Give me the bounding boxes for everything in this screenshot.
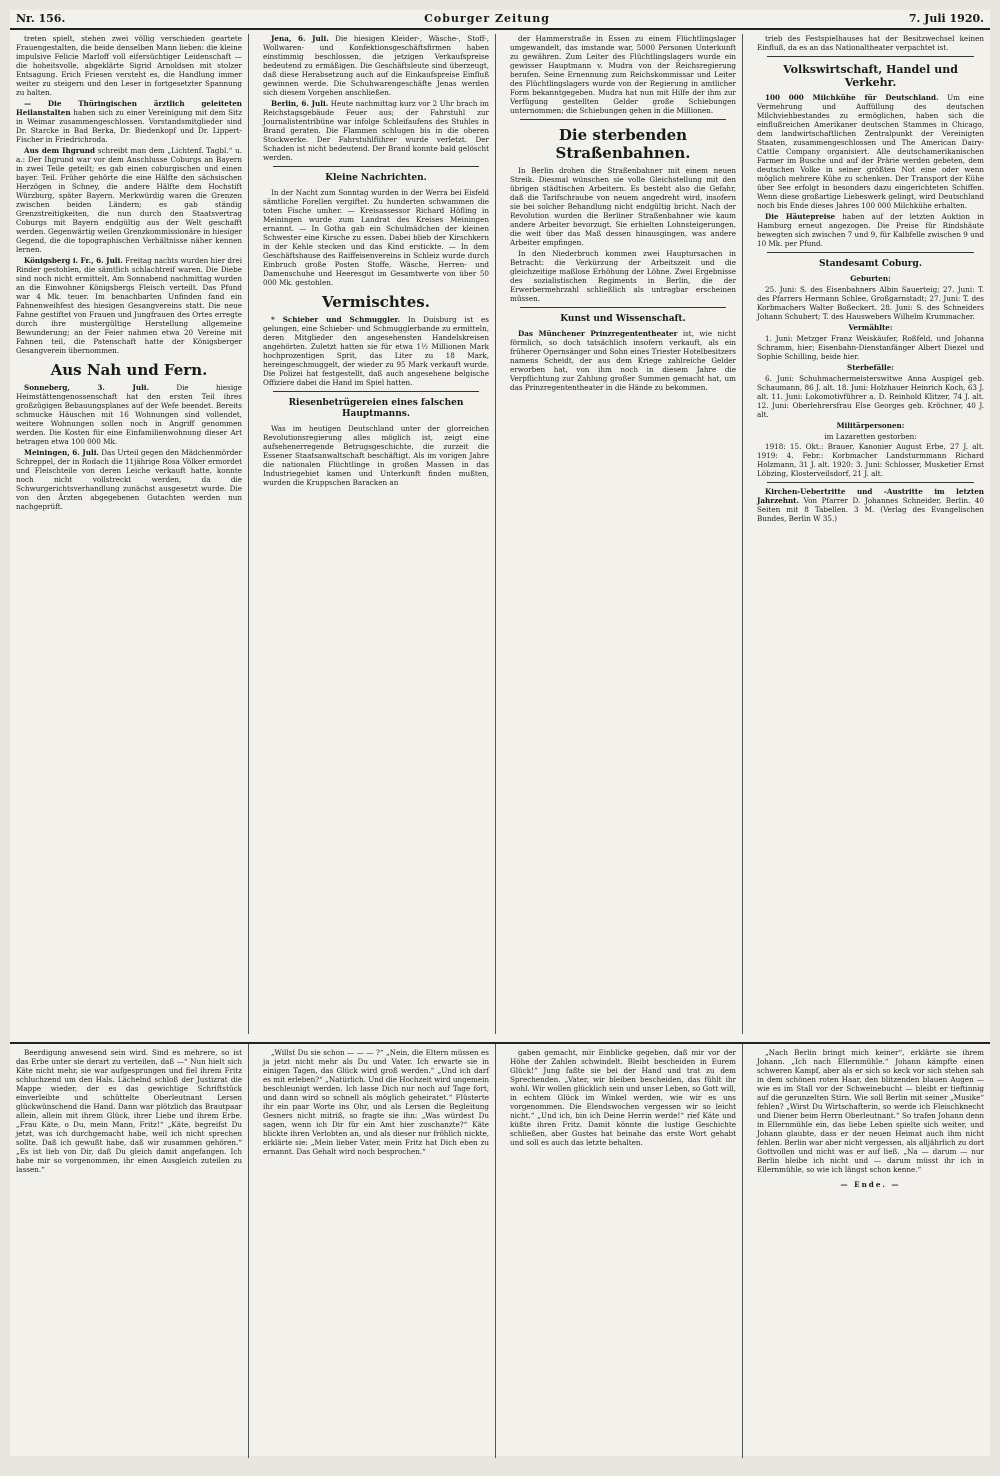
article-text: Was im heutigen Deutschland unter der glorreichen Revolutionsregierung alles möglich ist, zeigt eine aufsehenerregende Betrugsgeschichte, die zurzeit die Essener Staatsanwaltschaft beschäftigt. Als im vorigen Jahre die nationalen Flüchtlinge in großen Massen in das Industriegebiet kamen und Unterkunft finden mußten, wurden die Kruppschen Baracken an bbox=[263, 424, 489, 487]
divider bbox=[273, 391, 479, 392]
article-body: Die hiesigen Kleider-, Wäsche-, Stoff-, Wollwaren- und Konfektionsgeschäftsfirmen haben einstimmig beschlossen, die jetzigen Verkaufspreise bedeutend zu ermäßigen. Die Geschäftsleute sind überzeugt, daß diese Herabsetzung auch auf die Einkaufspreise Einfluß gewinnen werde. Die Schuhwarengeschäfte Jenas werden sich diesem Vorgehen anschließen. bbox=[263, 34, 489, 97]
article-lead: Königsberg i. Fr., 6. Juli. bbox=[24, 256, 123, 265]
registry-text: 6. Juni: Schuhmachermeisterswitwe Anna Auspigel geb. Schaumann, 86 J. alt. 18. Juni: Holzhauer Heinrich Koch, 63 J. alt. 11. Juni: Lokomotivführer a. D. Reinhold Klitzer, 74 J. alt. 12. Juni: Oberlehrersfrau Else Georges geb. Kröchner, 40 J. alt. bbox=[757, 374, 984, 419]
divider bbox=[520, 119, 726, 120]
article-text bbox=[757, 487, 984, 523]
article-text: trieb des Festspielhauses hat der Besitzwechsel keinen Einfluß, da es an das Nationaltheater verpachtet ist. bbox=[757, 34, 984, 52]
article-lead: Sonneberg, 3. Juli. bbox=[24, 383, 150, 392]
column-2 bbox=[257, 34, 496, 1034]
article-text: In der Nacht zum Sonntag wurden in der Werra bei Eisfeld sämtliche Forellen vergiftet. Zu hunderten schwammen die toten Fische umher. — Kreisassessor Richard Höfling in Meiningen wurde zum Landrat des Kreises Meiningen ernannt. — In Gotha gab ein Schulmädchen der kleinen Schwester eine Kirsche zu essen. Dabei blieb der Kirschkern in der Kehle stecken und das Kind erstickte. — In dem Geschäftshause des Raiffeisenvereins in Schleiz wurde durch Einbruch große Posten Stoffe, Wäsche, Herren- und Damenschuhe und Heeresgut im Gesamtwerte von über 50 000 Mk. gestohlen. bbox=[263, 188, 489, 287]
article-body: haben sich zu einer Vereinigung mit dem Sitz in Weimar zusammengeschlossen. Vorstandsmitglieder sind Dr. Starcke in Bad Berka, Dr. Biedenkopf und Dr. Lippert-Fischer in Friedrichroda. bbox=[16, 108, 242, 144]
subsection-heading: Militärpersonen: bbox=[836, 421, 905, 430]
article-text bbox=[757, 93, 984, 210]
article-text: In Berlin drohen die Straßenbahner mit einem neuen Streik. Diesmal wünschen sie volle Gleichstellung mit den übrigen städtischen Arbeitern. Es besteht also die Gefahr, daß die Tarifschraube von neuem angedreht wird, insofern sie bei solcher Behandlung nicht endgültig bricht. Nach der Revolution wurden die Berliner Straßenbahner wie kaum andere Arbeiter bevorzugt. Sie erhielten Lohnsteigerungen, die weit über das Maß dessen hinausgingen, was andere Arbeiter empfingen. bbox=[510, 166, 736, 247]
subsection-heading: Vermählte: bbox=[848, 323, 893, 332]
story-text: „Willst Du sie schon — — — ?“ „Nein, die Eltern müssen es ja jetzt nicht mehr als Du und Vater. Ich erwarte sie in einigen Tagen, das Glück wird groß werden.“ „Und ich darf es mit erleben?“ „Natürlich. Und die Hochzeit wird ungemein beschleunigt werden. Ich lasse Dich nur noch auf Tage fort, und dann wird so schnell als möglich geheiratet.“ Flüsterte ihr ein paar Worte ins Ohr, und als Lersen die Begleitung Gesners nicht mitriß, so fragte sie ihn: „Was würdest Du sagen, wenn ich Dir für ein Amt hier zuschanzte?“ Käte blickte ihren Verlobten an, und als dieser nur fröhlich nickte, erklärte sie: „Mein lieber Vater, mein Fritz hat Dich eben zu ernannt. Das Gehalt wird noch besprochen.“ bbox=[263, 1048, 489, 1156]
article-lead: Berlin, 6. Juli. bbox=[271, 99, 329, 108]
article-text bbox=[16, 99, 242, 144]
article-text: der Hammerstraße in Essen zu einem Flüchtlingslager umgewandelt, das imstande war, 5000 Personen Unterkunft zu gewähren. Zum Leiter des Flüchtlingslagers wurde ein gewisser Hauptmann v. Mudra von der Reichsregierung berufen. Seine Ernennung zum Reichskommissar und Leiter des Flüchtlingslagers wurde von der Regierung in amtlicher Form bekanntgegeben. Mudra hat nun mit Hilfe der ihm zur Verfügung gestellten Gelder große Schiebungen unternommen; die Schiebungen gehen in die Millionen. bbox=[510, 34, 736, 115]
serial-story bbox=[10, 1042, 990, 1458]
newspaper-page bbox=[10, 10, 990, 1456]
article-text: treten spielt, stehen zwei völlig verschieden geartete Frauengestalten, die beide denselben Mann lieben: die kleine impulsive Felicie Marloff voll eifersüchtiger Leidenschaft — die hoheitsvolle, abgeklärte Sigrid Arnoldsen mit stolzer Entsagung. Erich Friesen versteht es, die Handlung immer weiter zu steigern und den Leser in fortgesetzter Spannung zu halten. bbox=[16, 34, 242, 97]
article-text bbox=[16, 256, 242, 355]
news-columns bbox=[10, 34, 990, 1034]
article-body: schreibt man dem „Lichtenf. Tagbl.“ u. a.: Der Ihgrund war vor dem Anschlusse Coburgs an Bayern in zwei Teile geteilt; es gab einen coburgischen und einen bayer. Teil. Früher gehörte die eine Hälfte den sächsischen Herzögen in Schney, die andere Hälfte dem Hochstift Würzburg, später Bayern. Merkwürdig waren die Grenzen zwischen beiden Ländern; es gab ständig Grenzstreitigkeiten, die nun durch den Staatsvertrag Coburgs mit Bayern endgültig aus der Welt geschafft werden. Gegenwärtig weilen Grenzkommissionäre in hiesiger Gegend, die die topographischen Verhältnisse näher kennen lernen. bbox=[16, 146, 242, 254]
issue-number: Nr. 156. bbox=[16, 12, 66, 25]
subsection-heading: Sterbefälle: bbox=[847, 363, 894, 372]
article-text bbox=[16, 146, 242, 254]
section-heading: Kleine Nachrichten. bbox=[325, 173, 427, 183]
article-text bbox=[263, 315, 489, 387]
article-body: Die hiesige Heimstättengenossenschaft hat den ersten Teil ihres großzügigen Bebauungsplanes auf der Wefe beendet. Bereits schmucke Häuschen mit 16 Wohnungen sind vollendet, weitere Wohnungen sollen noch in Angriff genommen werden. Die Kosten für eine Einfamilienwohnung dieser Art betragen etwa 100 000 Mk. bbox=[16, 383, 242, 446]
registry-text: 25. Juni: S. des Eisenbahners Albin Sauerteig; 27. Juni: T. des Pfarrers Hermann Schlee, Großgarnstadt; 27. Juni: T. des Korbmachers Walter Boßeckert. 28. Juni: S. des Schneiders Johann Schubert; T. des Hauswebers Wilhelm Krummacher. bbox=[757, 285, 984, 321]
article-body: Von Pfarrer D. Johannes Schneider, Berlin. 40 Seiten mit 8 Tabellen. 3 M. (Verlag des Evangelischen Bundes, Berlin W 35.) bbox=[757, 496, 984, 523]
article-body: Freitag nachts wurden hier drei Rinder gestohlen, die sämtlich schlachtreif waren. Die Diebe sind noch nicht ermittelt. Am Sonnabend nachmittag wurden an die Einwohner Königsbergs Fleisch verteilt. Das Pfund war 4 Mk. teuer. Im benachbarten Unfinden fand ein Fahnenweihfest des hiesigen Gesangvereins statt. Die neue Fahne gestiftet von Frauen und Jungfrauen des Ortes erregte durch ihre mustergültige Herstellung allgemeine Bewunderung; an der Feier nahmen etwa 20 Vereine mit Fahnen teil, die Patenschaft hatte der Königsberger Gesangverein übernommen. bbox=[16, 256, 243, 355]
story-text: „Nach Berlin bringt mich keiner“, erklärte sie ihrem Johann. „Ich nach Ellernmühle.“ Johann kämpfte einen schweren Kampf, aber als er sich so keck vor sich stehen sah in dem schönen roten Haar, den blitzenden blauen Augen — wie es im Stall vor der Schweinebucht — bleibt er tieftinnig auf die gerunzelten Stirn. Wie soll Berlin mit seiner „Musike“ fehlen? „Wirst Du Wirtschafterin, so werde ich Fleischknecht und Diener beim Herrn Oberleutnant.“ So trafen Johann denn in Ellernmühle ein, das liebe Leben spielte sich weiter, und Johann glaubte, dass er der neuen Heimat auch ihm nicht fehlen. Berlin war aber nicht vergessen, als alljährlich zu dort Gottvollen und nicht was er auf ließ. „Na — darum — nur Berlin bleibe ich nicht und — darum müsst ihr ich in Ellernmühle, so wie ich längst schon kenne.“ bbox=[757, 1048, 984, 1174]
registry-text: 1. Juni: Metzger Franz Weiskäufer, Roßfeld, und Johanna Schramm, hier; Eisenbahn-Dienstanfänger Albert Diezel und Sophie Schilling, beide hier. bbox=[757, 334, 984, 361]
divider bbox=[767, 482, 974, 483]
article-lead: Jena, 6. Juli. bbox=[271, 34, 329, 43]
article-lead: * Schieber und Schmuggler. bbox=[271, 315, 401, 324]
story-text: Beerdigung anwesend sein wird. Sind es mehrere, so ist das Erbe unter sie derart zu verteilen, daß —“ Nun hielt sich Käte nicht mehr, sie war aufgesprungen und fiel ihrem Fritz schluchzend um den Hals. Lächelnd schloß der Justizrat die Mappe wieder, der es das gewichtige Schriftstück einverleibte und schüttelte Oberleutnant Lersen glückwünschend die Hand. Dann war plötzlich das Brautpaar allein, allein mit ihrem Glück, ihrer Liebe und ihrem Erbe. „Frau Käte, o Du, mein Mann, Fritz!“ „Käte, begreifst Du jetzt, was ich durchgemacht habe, weil ich nicht sprechen sollte. Daß ich gewußt habe, daß wir zusammen gehören.“ „Es ist lieb von Dir, daß Du gleich damit angefangen. Ich habe mir so vorgenommen, ihr einen Ausgleich zuteilen zu lassen.“ bbox=[16, 1048, 242, 1174]
article-lead: Meiningen, 6. Juli. bbox=[24, 448, 99, 457]
article-lead: 100 000 Milchkühe für Deutschland. bbox=[765, 93, 939, 102]
story-end: — Ende. — bbox=[840, 1180, 901, 1189]
article-body: Heute nachmittag kurz vor 2 Uhr brach im Reichstagsgebäude Feuer aus; der Fahrstuhl zur Journalistentribüne war infolge Schleifaufens des Stuhles in Brand geraten. Die Flammen schlugen bis in die oberen Stockwerke. Der Fahrstuhlführer wurde verletzt. Der Schaden ist nicht bedeutend. Der Brand konnte bald gelöscht werden. bbox=[263, 99, 489, 162]
article-text bbox=[16, 448, 242, 511]
subsection-heading: im Lazaretten gestorben: bbox=[824, 432, 917, 441]
article-text bbox=[510, 329, 736, 392]
article-body: In Duisburg ist es gelungen, eine Schieber- und Schmugglerbande zu ermitteln, deren Mitglieder den angesehensten Handelskreisen angehörten. Zuletzt hatten sie für etwa 1½ Millionen Mark hochprozentigen Sprit, das Liter zu 18 Mark, hereingeschmuggelt, der wieder zu 95 Mark verkauft wurde. Die Polizei hat festgestellt, daß auch angesehene belgische Offiziere dabei die Hand im Spiel hatten. bbox=[263, 315, 489, 387]
section-heading: Standesamt Coburg. bbox=[819, 259, 922, 269]
registry-text: 1918: 15. Okt.: Brauer, Kanonier August Erbe, 27 J. alt. 1919: 4. Febr.: Korbmacher Landsturmmann Richard Holzmann, 31 J. alt. 1920: 3. Juni: Schlosser, Musketier Ernst Löbzing, Klosterveilsdorf, 21 J. alt. bbox=[757, 442, 984, 478]
article-text bbox=[757, 212, 984, 248]
masthead bbox=[10, 10, 990, 30]
subsection-heading: Geburten: bbox=[850, 274, 891, 283]
section-heading: Die sterbenden Straßenbahnen. bbox=[555, 126, 691, 162]
story-column-2 bbox=[257, 1044, 496, 1458]
column-3 bbox=[504, 34, 743, 1034]
article-body: haben auf der letzten Auktion in Hamburg erneut angezogen. Die Preise für Rindshäute bewegten sich zwischen 7 und 9, für Kalbfelle zwischen 9 und 10 Mk. per Pfund. bbox=[757, 212, 984, 248]
column-1 bbox=[10, 34, 249, 1034]
divider bbox=[767, 56, 974, 57]
divider bbox=[273, 166, 479, 167]
issue-date: 7. Juli 1920. bbox=[908, 12, 984, 25]
paper-title: Coburger Zeitung bbox=[424, 12, 550, 25]
article-lead: Das Münchener Prinzregententheater bbox=[518, 329, 678, 338]
story-column-1 bbox=[10, 1044, 249, 1458]
article-text bbox=[16, 383, 242, 446]
article-body: Das Urteil gegen den Mädchenmörder Schreppel, der in Rodach die 11jährige Rosa Völker ermordet und Fleischteile von deren Leiche verkauft hatte, konnte noch nicht vollstreckt werden, da die Schwurgerichtsverhandlung zunächst ausgesetzt wurde. Die von den Ärzten abgegebenen Gutachten werden nun nachgeprüft. bbox=[16, 448, 242, 511]
section-heading: Aus Nah und Fern. bbox=[50, 361, 208, 379]
section-heading: Riesenbetrügereien eines falschen Hauptmanns. bbox=[288, 398, 464, 419]
divider bbox=[767, 252, 974, 253]
article-lead: Aus dem Ihgrund bbox=[24, 146, 96, 155]
section-heading: Volkswirtschaft, Handel und Verkehr. bbox=[783, 63, 958, 89]
divider bbox=[520, 307, 726, 308]
story-text: gaben gemacht, mir Einblicke gegeben, daß mir vor der Höhe der Zahlen schwindelt. Bleibt bescheiden in Eurem Glück!“ Jung faßte sie bei der Hand und trat zu dem Sprechenden. „Vater, wir bleiben bescheiden, das fühlt ihr wohl. Wir wollen glücklich sein und unser Leben, so Gott will, in echtem Glück im Winkel werden, wie wir es uns vorgenommen. Die Elendswochen vergessen wir so leicht nicht.“ „Und ich, bin ich Deine Herrin werde!“ rief Käte und küßte ihren Fritz. Damit könnte die lustige Geschichte schließen, aber Gustes hat beinahe das erste Wort gehabt und soll es auch das letzte behalten. bbox=[510, 1048, 737, 1147]
story-column-3 bbox=[504, 1044, 743, 1458]
article-lead: — Die Thüringischen ärztlich geleiteten Heilanstalten bbox=[16, 99, 242, 117]
section-heading: Vermischtes. bbox=[322, 293, 430, 311]
article-text bbox=[263, 99, 489, 162]
column-4 bbox=[751, 34, 990, 1034]
article-lead: Kirchen-Uebertritte und -Austritte im letzten Jahrzehnt. bbox=[757, 487, 984, 505]
story-column-4 bbox=[751, 1044, 990, 1458]
article-text: In den Niederbruch kommen zwei Hauptursachen in Betracht: die Verkürzung der Arbeitszeit und die gleichzeitige maßlose Erhöhung der Löhne. Zwei Ergebnisse des sozialistischen Regiments in Berlin, die der Erwerbermehrzahl schließlich als untragbar erscheinen müssen. bbox=[510, 249, 736, 303]
article-body: ist, wie nicht förmlich, so doch tatsächlich insofern verkauft, als ein früherer Opernsänger und Sohn eines Triester Hotelbesitzers namens Scheidt, der aus dem Kriege zahlreiche Gelder erworben hat, von ihm noch in diesem Jahre die Verpflichtung zur Zahlung großer Summen gemacht hat, um das Prinzregententheater in die Hände zu bekommen. bbox=[510, 329, 736, 392]
article-lead: Die Häutepreise bbox=[765, 212, 836, 221]
article-body: Um eine Vermehrung und Auffüllung des deutschen Milchviehbestandes zu ermöglichen, haben sich die einflußreichen Amerikaner deutschen Stammes in Chicago, dem landwirtschaftlichen Zentralpunkt der Vereinigten Staaten, zusammengeschlossen und The American Dairy-Cattle Company organisiert. Alle deutschamerikanischen Farmer im Busche und auf der Prärie werden gebeten, dem deutschen Volke in seiner größten Not eine oder wenn möglich mehrere Kühe zu schenken. Der Transport der Kühe über See erfolgt in besonders dazu eingerichteten Schiffen. Wenn diese großartige Liebeswerk gelingt, wird Deutschland noch bis Ende dieses Jahres 100 000 Milchkühe erhalten. bbox=[757, 93, 984, 210]
article-text bbox=[263, 34, 489, 97]
section-heading: Kunst und Wissenschaft. bbox=[560, 314, 686, 324]
